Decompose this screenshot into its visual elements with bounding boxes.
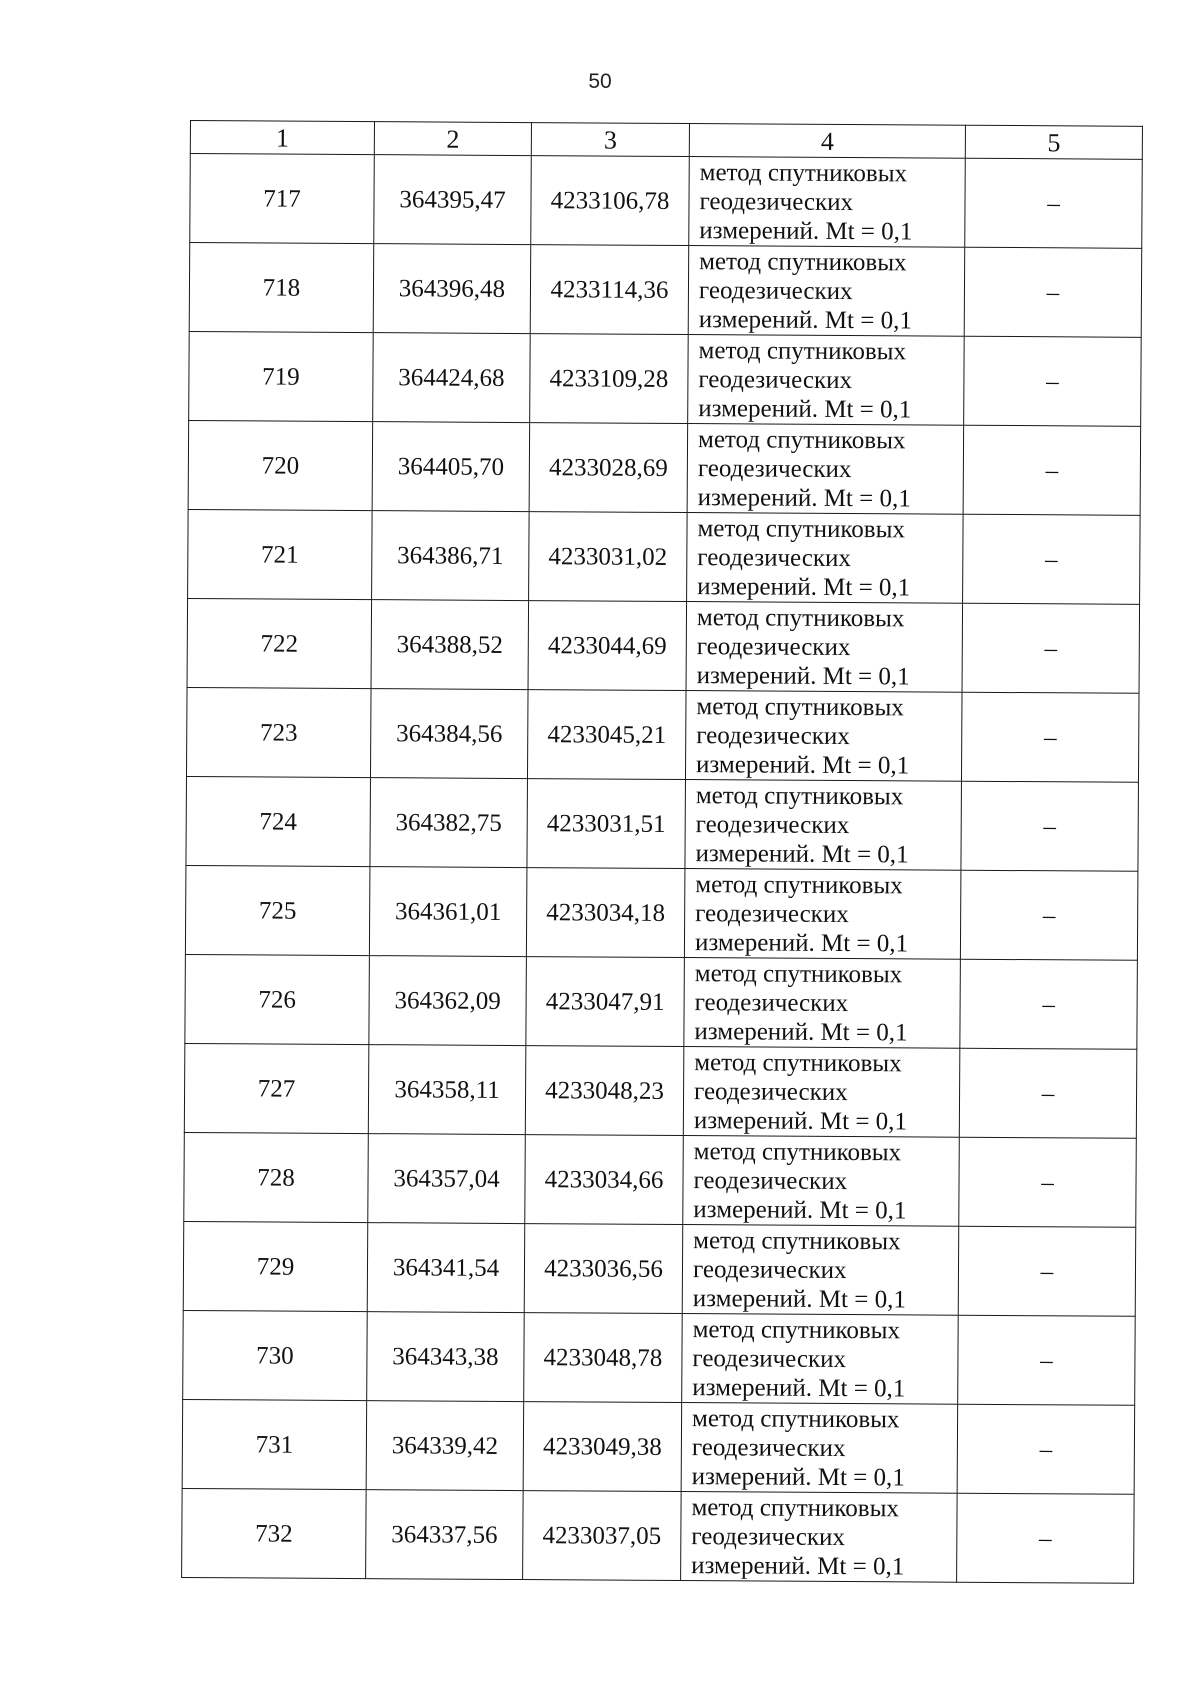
note-cell: –: [962, 603, 1140, 693]
table-row: [189, 243, 1142, 338]
method-line: метод спутниковых: [699, 247, 907, 276]
method-line: метод спутниковых: [696, 603, 905, 632]
method-line: геодезических: [698, 365, 853, 394]
method-cell: [689, 157, 966, 248]
method-line: геодезических: [697, 543, 852, 572]
method-cell: [686, 602, 963, 693]
note-cell: –: [958, 1315, 1136, 1405]
y-coordinate-cell: 4233034,18: [526, 868, 685, 958]
y-coordinate-cell: 4233109,28: [530, 334, 689, 424]
page-number: 50: [588, 70, 612, 93]
method-line: геодезических: [698, 276, 853, 305]
method-cell: [687, 513, 964, 604]
point-number-cell: 720: [188, 420, 373, 510]
table-row: [187, 598, 1140, 693]
note-cell: –: [959, 1137, 1137, 1227]
method-line: измерений. Mt = 0,1: [693, 1195, 907, 1224]
x-coordinate-cell: 364357,04: [368, 1134, 526, 1224]
y-coordinate-cell: 4233031,02: [529, 512, 688, 602]
point-number-cell: 722: [187, 598, 372, 688]
point-number-cell: 724: [186, 776, 371, 866]
x-coordinate-cell: 364386,71: [372, 511, 530, 601]
method-line: измерений. Mt = 0,1: [694, 928, 909, 957]
note-cell: –: [963, 514, 1141, 604]
x-coordinate-cell: 364337,56: [366, 1490, 524, 1580]
method-line: геодезических: [695, 899, 849, 928]
x-coordinate-cell: 364343,38: [367, 1312, 525, 1402]
method-line: метод спутниковых: [692, 1315, 901, 1344]
point-number-cell: 730: [183, 1310, 368, 1400]
x-coordinate-cell: 364339,42: [366, 1401, 524, 1491]
method-cell: [684, 869, 961, 960]
y-coordinate-cell: 4233037,05: [523, 1491, 682, 1581]
x-coordinate-cell: 364395,47: [374, 155, 532, 245]
method-line: метод спутниковых: [691, 1404, 900, 1433]
point-number-cell: 721: [188, 509, 373, 599]
method-line: измерений. Mt = 0,1: [692, 1373, 906, 1402]
table-row: [188, 509, 1141, 604]
method-line: геодезических: [697, 454, 852, 483]
note-cell: –: [960, 959, 1138, 1049]
method-line: измерений. Mt = 0,1: [698, 394, 912, 423]
x-coordinate-cell: 364384,56: [370, 689, 528, 779]
method-line: метод спутниковых: [693, 1137, 902, 1166]
method-cell: [687, 424, 964, 515]
method-cell: [688, 246, 965, 337]
table-row: [188, 420, 1141, 515]
table-row: [186, 687, 1139, 782]
method-line: метод спутниковых: [695, 870, 903, 899]
method-line: метод спутниковых: [694, 1048, 902, 1077]
method-line: геодезических: [692, 1255, 847, 1284]
note-cell: –: [964, 247, 1142, 337]
table-row: [189, 331, 1142, 426]
method-line: измерений. Mt = 0,1: [695, 839, 909, 868]
method-line: измерений. Mt = 0,1: [695, 750, 910, 779]
header-col-2: 2: [374, 122, 531, 156]
point-number-cell: 718: [189, 243, 374, 333]
y-coordinate-cell: 4233036,56: [524, 1224, 683, 1314]
method-line: метод спутниковых: [694, 959, 903, 988]
method-line: метод спутниковых: [696, 692, 904, 721]
note-cell: –: [958, 1226, 1136, 1316]
x-coordinate-cell: 364361,01: [369, 867, 527, 957]
point-number-cell: 731: [182, 1399, 367, 1489]
point-number-cell: 726: [185, 954, 370, 1044]
method-line: измерений. Mt = 0,1: [691, 1551, 905, 1580]
method-line: геодезических: [694, 988, 849, 1017]
method-cell: [681, 1492, 958, 1583]
y-coordinate-cell: 4233048,23: [525, 1046, 684, 1136]
table-row: [183, 1221, 1136, 1316]
header-col-3: 3: [531, 123, 689, 157]
point-number-cell: 732: [182, 1488, 367, 1578]
table-body: [182, 154, 1143, 1584]
point-number-cell: 725: [185, 865, 370, 955]
table-row: [182, 1399, 1135, 1494]
x-coordinate-cell: 364358,11: [368, 1045, 526, 1135]
method-line: измерений. Mt = 0,1: [696, 661, 910, 690]
method-line: метод спутниковых: [693, 1226, 901, 1255]
method-cell: [685, 691, 962, 782]
table-row: [186, 776, 1139, 871]
method-line: геодезических: [696, 632, 851, 661]
note-cell: –: [961, 692, 1139, 782]
method-cell: [685, 780, 962, 871]
method-line: измерений. Mt = 0,1: [691, 1462, 905, 1491]
method-line: геодезических: [691, 1433, 846, 1462]
method-line: геодезических: [696, 721, 850, 750]
point-number-cell: 723: [186, 687, 371, 777]
x-coordinate-cell: 364362,09: [369, 956, 527, 1046]
table-row: [190, 154, 1143, 249]
method-line: геодезических: [695, 810, 850, 839]
y-coordinate-cell: 4233044,69: [528, 601, 687, 691]
y-coordinate-cell: 4233034,66: [525, 1135, 684, 1225]
method-cell: [683, 1136, 960, 1227]
method-line: геодезических: [693, 1166, 848, 1195]
y-coordinate-cell: 4233114,36: [530, 245, 689, 335]
point-number-cell: 717: [190, 154, 375, 244]
x-coordinate-cell: 364405,70: [372, 422, 530, 512]
method-line: измерений. Mt = 0,1: [694, 1017, 908, 1046]
method-cell: [688, 335, 965, 426]
method-cell: [682, 1314, 959, 1405]
y-coordinate-cell: 4233028,69: [529, 423, 688, 513]
x-coordinate-cell: 364388,52: [371, 600, 529, 690]
method-line: геодезических: [699, 187, 854, 216]
method-line: метод спутниковых: [691, 1493, 900, 1522]
note-cell: –: [960, 870, 1138, 960]
point-number-cell: 719: [189, 331, 374, 421]
table-row: [185, 865, 1138, 960]
y-coordinate-cell: 4233031,51: [527, 779, 686, 869]
table-row: [184, 1043, 1137, 1138]
method-line: метод спутниковых: [699, 158, 908, 187]
header-col-5: 5: [965, 125, 1142, 159]
method-cell: [684, 958, 961, 1049]
method-cell: [682, 1225, 959, 1316]
table-row: [184, 1132, 1137, 1227]
method-line: измерений. Mt = 0,1: [697, 483, 911, 512]
method-line: метод спутниковых: [695, 781, 904, 810]
method-line: метод спутниковых: [697, 425, 906, 454]
x-coordinate-cell: 364424,68: [373, 333, 531, 423]
y-coordinate-cell: 4233048,78: [524, 1313, 683, 1403]
coordinates-table: [181, 120, 1143, 1584]
header-col-1: 1: [190, 121, 374, 155]
y-coordinate-cell: 4233106,78: [531, 156, 690, 246]
point-number-cell: 729: [183, 1221, 368, 1311]
method-cell: [681, 1403, 958, 1494]
method-line: геодезических: [693, 1077, 848, 1106]
method-line: измерений. Mt = 0,1: [693, 1106, 908, 1135]
x-coordinate-cell: 364382,75: [370, 778, 528, 868]
method-line: метод спутниковых: [697, 514, 906, 543]
note-cell: –: [957, 1404, 1135, 1494]
method-cell: [683, 1047, 960, 1138]
method-line: измерений. Mt = 0,1: [697, 572, 911, 601]
method-line: метод спутниковых: [698, 336, 907, 365]
y-coordinate-cell: 4233049,38: [523, 1402, 682, 1492]
method-line: геодезических: [692, 1344, 847, 1373]
note-cell: –: [964, 336, 1142, 426]
point-number-cell: 728: [184, 1132, 369, 1222]
note-cell: –: [963, 425, 1141, 515]
y-coordinate-cell: 4233047,91: [526, 957, 685, 1047]
method-line: измерений. Mt = 0,1: [698, 305, 912, 334]
note-cell: –: [961, 781, 1139, 871]
header-col-4: 4: [689, 124, 965, 159]
method-line: измерений. Mt = 0,1: [699, 216, 913, 245]
note-cell: –: [959, 1048, 1137, 1138]
method-line: измерений. Mt = 0,1: [692, 1284, 906, 1313]
x-coordinate-cell: 364396,48: [373, 244, 531, 334]
note-cell: –: [957, 1493, 1135, 1583]
method-line: геодезических: [691, 1522, 846, 1551]
note-cell: –: [965, 158, 1143, 248]
point-number-cell: 727: [184, 1043, 369, 1133]
table-row: [185, 954, 1138, 1049]
x-coordinate-cell: 364341,54: [367, 1223, 525, 1313]
y-coordinate-cell: 4233045,21: [527, 690, 686, 780]
table-row: [182, 1488, 1135, 1583]
table-row: [183, 1310, 1136, 1405]
